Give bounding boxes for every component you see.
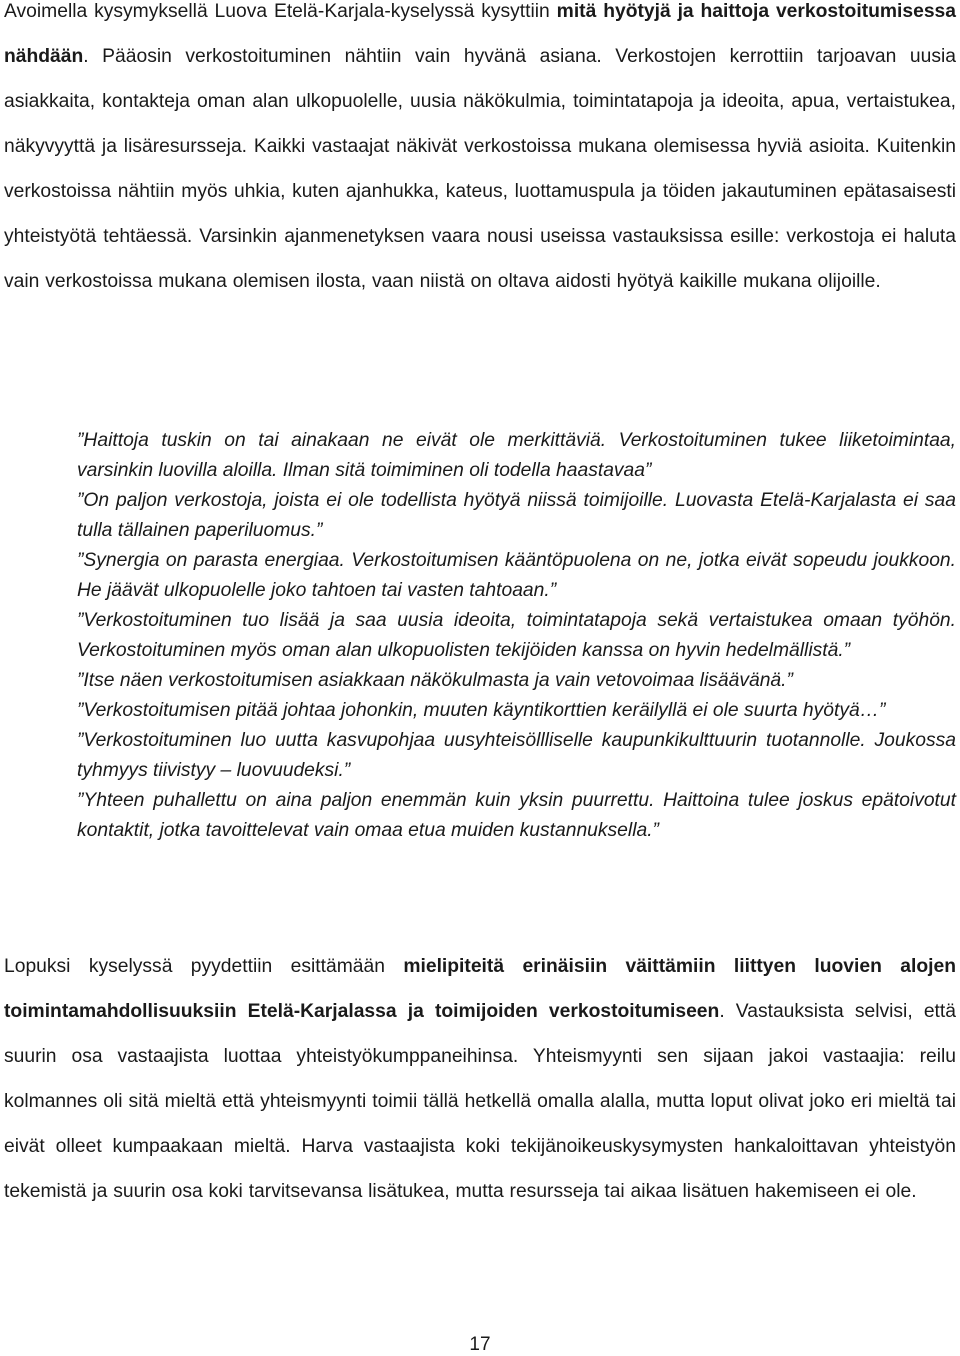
paragraph-text: Avoimella kysymyksellä Luova Etelä-Karjala-kyselyssä kysyttiin <box>4 1 557 22</box>
quote-block <box>77 426 956 846</box>
quote-item: ”Verkostoitumisen pitää johtaa johonkin, muuten käyntikorttien keräilyllä ei ole suurta hyötyä…” <box>77 700 886 721</box>
quote-item: ”On paljon verkostoja, joista ei ole todellista hyötyä niissä toimijoille. Luovasta Etelä-Karjalasta ei saa tulla tällainen paperiluomus.” <box>77 490 956 541</box>
body-paragraph-networking-benefits <box>4 0 956 304</box>
quote-item: ”Synergia on parasta energiaa. Verkostoitumisen kääntöpuolena on ne, jotka eivät sopeudu joukkoon. He jäävät ulkopuolelle joko tahtoen tai vasten tahtoaan.” <box>77 550 956 601</box>
page-number: 17 <box>469 1334 491 1355</box>
paragraph-text: . Pääosin verkostoituminen nähtiin vain hyvänä asiana. Verkostojen kerrottiin tarjoavan uusia asiakkaita, kontakteja oman alan ulkopuolelle, uusia näkökulmia, toimintatapoja ja ideoita, apua, vertaistukea, näkyvyyttä ja lisäresursseja. Kaikki vastaajat näkivät verkostoissa mukana olemisessa hyviä asioita. Kuitenkin verkostoissa nähtiin myös uhkia, kuten ajanhukka, kateus, luottamuspula ja töiden jakautuminen epätasaisesti yhteistyötä tehtäessä. Varsinkin ajanmenetyksen vaara nousi useissa vastauksissa esille: verkostoja ei haluta vain verkostoissa mukana olemisen ilosta, vaan niistä on oltava aidosti hyötyä kaikille mukana olijoille. <box>4 46 956 292</box>
paragraph-text: . Vastauksista selvisi, että suurin osa vastaajista luottaa yhteistyökumppaneihinsa. Yhteismyynti sen sijaan jakoi vastaajia: reilu kolmannes oli sitä mieltä että yhteismyynti toimii tällä hetkellä omalla alalla, mutta loput olivat joko eri mieltä tai eivät olleet kumpaakaan mieltä. Harva vastaajista koki tekijänoikeuskysymysten hankaloittavan yhteistyön tekemistä ja suurin osa koki tarvitsevansa lisätukea, mutta resursseja tai aikaa lisätuen hakemiseen ei ole. <box>4 1001 956 1202</box>
bold-phrase: mielipiteitä erinäisiin väittämiin liittyen luovien alojen toimintamahdollisuuksiin Etelä-Karjalassa ja toimijoiden verkostoitumiseen <box>4 956 956 1022</box>
quote-item: ”Haittoja tuskin on tai ainakaan ne eivät ole merkittäviä. Verkostoituminen tukee liiketoimintaa, varsinkin luovilla aloilla. Ilman sitä toimiminen oli todella haastavaa” <box>77 430 956 481</box>
quote-item: ”Itse näen verkostoitumisen asiakkaan näkökulmasta ja vain vetovoimaa lisäävänä.” <box>77 670 793 691</box>
quote-item: ”Verkostoituminen luo uutta kasvupohjaa uusyhteisöllliselle kaupunkikulttuurin tuotannolle. Joukossa tyhmyys tiivistyy – luovuudeksi.” <box>77 730 956 781</box>
bold-phrase: mitä hyötyjä ja haittoja verkostoitumisessa nähdään <box>4 1 957 67</box>
paragraph-text: Lopuksi kyselyssä pyydettiin esittämään <box>4 956 404 977</box>
quote-item: ”Yhteen puhallettu on aina paljon enemmän kuin yksin puurrettu. Haittoina tulee joskus epätoivotut kontaktit, jotka tavoittelevat vain omaa etua muiden kustannuksella.” <box>77 790 956 841</box>
body-paragraph-opinions <box>4 944 956 1214</box>
quote-item: ”Verkostoituminen tuo lisää ja saa uusia ideoita, toimintatapoja sekä vertaistukea omaan työhön. Verkostoituminen myös oman alan ulkopuolisten tekijöiden kanssa on hyvin hedelmällistä.” <box>77 610 956 661</box>
